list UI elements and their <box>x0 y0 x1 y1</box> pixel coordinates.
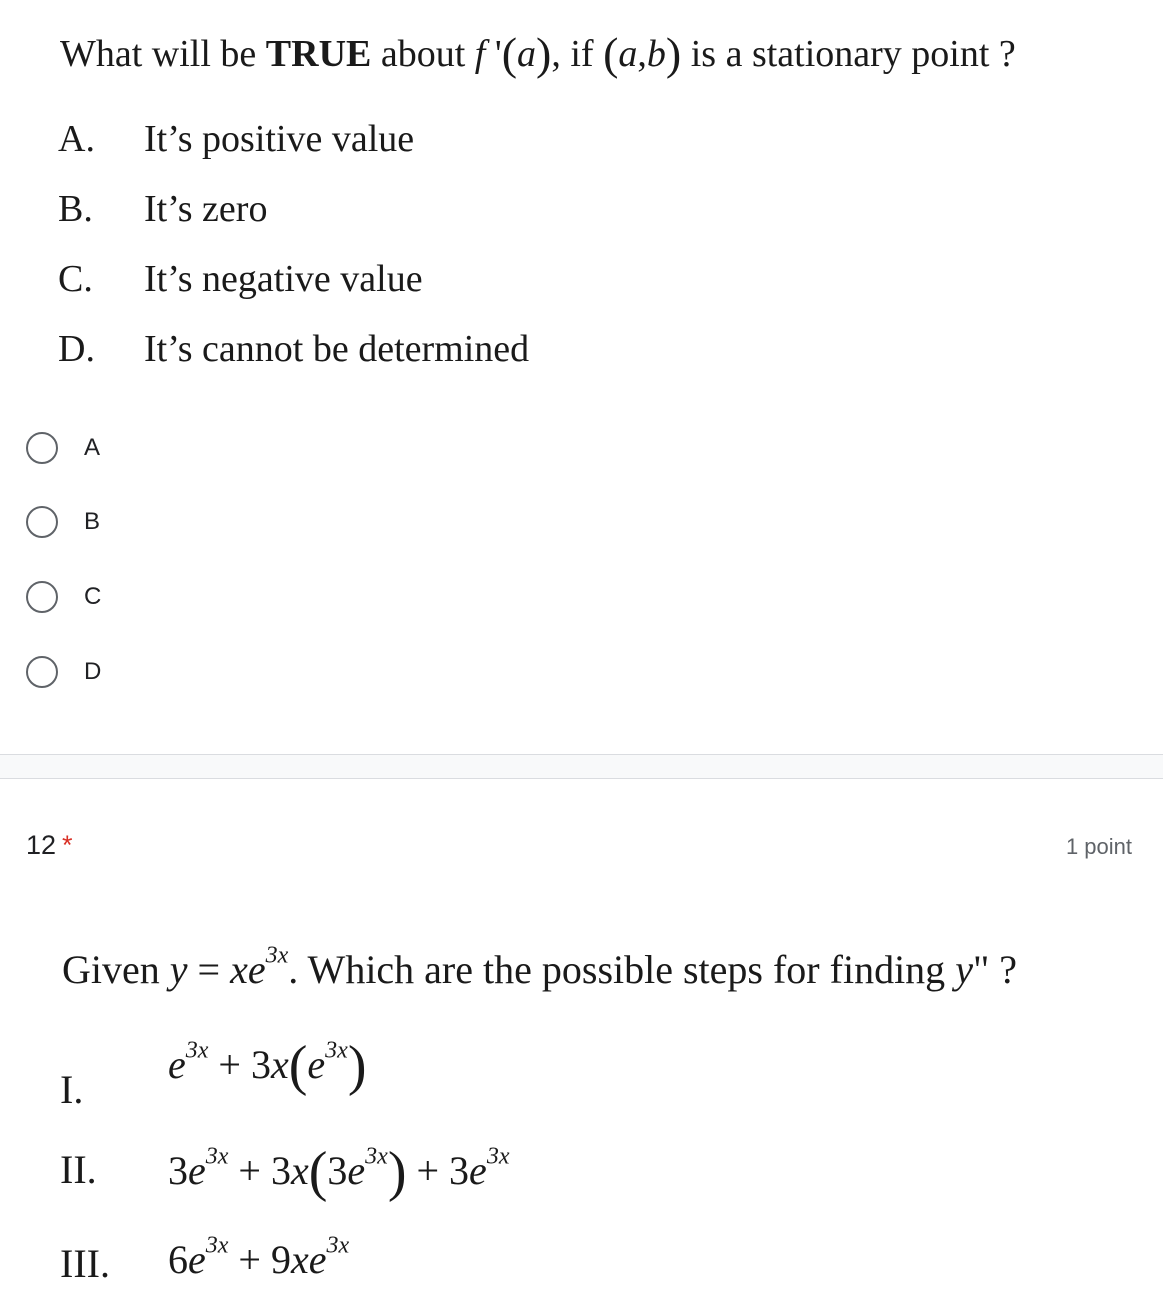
math-e: e <box>307 1042 326 1087</box>
choice-d <box>58 326 529 372</box>
math-exponent: 3x <box>205 1232 229 1259</box>
math-plus: + 3 <box>228 1148 291 1193</box>
math-x: x <box>230 947 248 992</box>
step-expression-iii <box>168 1232 350 1283</box>
stem-given: Given <box>62 947 170 992</box>
question-number-text: 12 <box>26 830 57 860</box>
radio-label: B <box>84 508 101 535</box>
radio-label: C <box>84 583 102 610</box>
math-exponent: 3x <box>326 1232 350 1259</box>
stem-text-about: about <box>371 33 475 75</box>
choice-text: It’s zero <box>144 188 268 230</box>
step-expression-i: $e^{3x} + 3x(e^{3x})$ <box>168 1035 367 1097</box>
math-point-a: a <box>618 33 638 75</box>
radio-option-b[interactable] <box>26 502 100 542</box>
math-x: x <box>270 1042 289 1087</box>
stem-qmark: ? <box>989 947 1018 992</box>
radio-circle[interactable] <box>26 506 58 538</box>
choice-text: It’s cannot be determined <box>144 328 530 370</box>
math-y: y <box>169 947 188 992</box>
stem-text-if: , if <box>551 33 604 75</box>
math-exponent: 3x <box>205 1143 229 1170</box>
step-label-i: I. <box>60 1067 84 1112</box>
math-e: e <box>308 1237 327 1282</box>
math-f: f <box>474 33 486 75</box>
math-e: e <box>188 1148 206 1193</box>
math-prime: ' <box>485 33 502 75</box>
math-e: e <box>469 1148 487 1193</box>
math-coeff: 6 <box>168 1237 188 1282</box>
radio-circle[interactable] <box>26 581 58 613</box>
math-point-b: b <box>646 33 666 75</box>
stem-text-after: is a stationary point ? <box>681 33 1016 75</box>
choice-text: It’s negative value <box>144 258 423 300</box>
question-points: 1 point <box>1065 834 1132 859</box>
math-exponent: 3x <box>185 1037 209 1064</box>
card-divider-bottom <box>0 778 1163 779</box>
choice-a <box>58 116 414 162</box>
math-coeff: 3 <box>168 1148 188 1193</box>
math-coeff: 3 <box>327 1148 348 1193</box>
required-asterisk: * <box>62 830 73 860</box>
radio-option-c[interactable] <box>26 577 101 617</box>
radio-label: A <box>84 434 101 461</box>
choice-letter: B. <box>58 188 93 230</box>
math-y-dd: y <box>955 947 973 992</box>
stem-text-before: What will be <box>60 33 266 75</box>
step-label-ii: II. <box>60 1147 97 1192</box>
radio-option-d[interactable] <box>26 652 101 692</box>
math-double-prime: " <box>972 947 990 992</box>
question-11-stem: What will be TRUE about f '(a), if (a,b) is a stationary point ? <box>60 28 1016 79</box>
math-x: x <box>290 1237 309 1282</box>
math-e: e <box>347 1148 366 1193</box>
math-comma: , <box>637 33 647 75</box>
choice-letter: A. <box>58 118 95 160</box>
choice-text: It’s positive value <box>144 118 415 160</box>
math-equals: = <box>187 947 231 992</box>
question-12-stem <box>62 940 1017 1000</box>
math-e: e <box>247 947 266 992</box>
math-exponent: 3x <box>265 942 289 969</box>
math-exponent: 3x <box>325 1037 348 1064</box>
stem-which: . Which are the possible steps for finding <box>288 947 956 992</box>
card-divider-top <box>0 754 1163 755</box>
stem-bold-true: TRUE <box>265 33 372 75</box>
question-number <box>26 830 73 861</box>
radio-label: D <box>84 658 102 685</box>
math-arg-a: a <box>517 33 537 75</box>
radio-circle[interactable] <box>26 656 58 688</box>
card-gap <box>0 755 1163 778</box>
math-plus: + 3 <box>406 1148 470 1193</box>
choice-b <box>58 186 267 232</box>
choice-letter: D. <box>58 328 95 370</box>
choice-letter: C. <box>58 258 93 300</box>
choice-c <box>58 256 423 302</box>
math-plus: + 3 <box>208 1042 271 1087</box>
math-e: e <box>188 1237 206 1282</box>
step-expression-ii: $3e^{3x} + 3x(3e^{3x}) + 3e^{3x}$ <box>168 1141 510 1203</box>
math-plus: + 9 <box>228 1237 291 1282</box>
math-e: e <box>168 1042 186 1087</box>
math-exponent: 3x <box>486 1143 510 1170</box>
radio-option-a[interactable] <box>26 428 100 468</box>
step-label-iii: III. <box>60 1241 110 1286</box>
math-exponent: 3x <box>365 1143 388 1170</box>
radio-circle[interactable] <box>26 432 58 464</box>
math-x: x <box>290 1148 309 1193</box>
